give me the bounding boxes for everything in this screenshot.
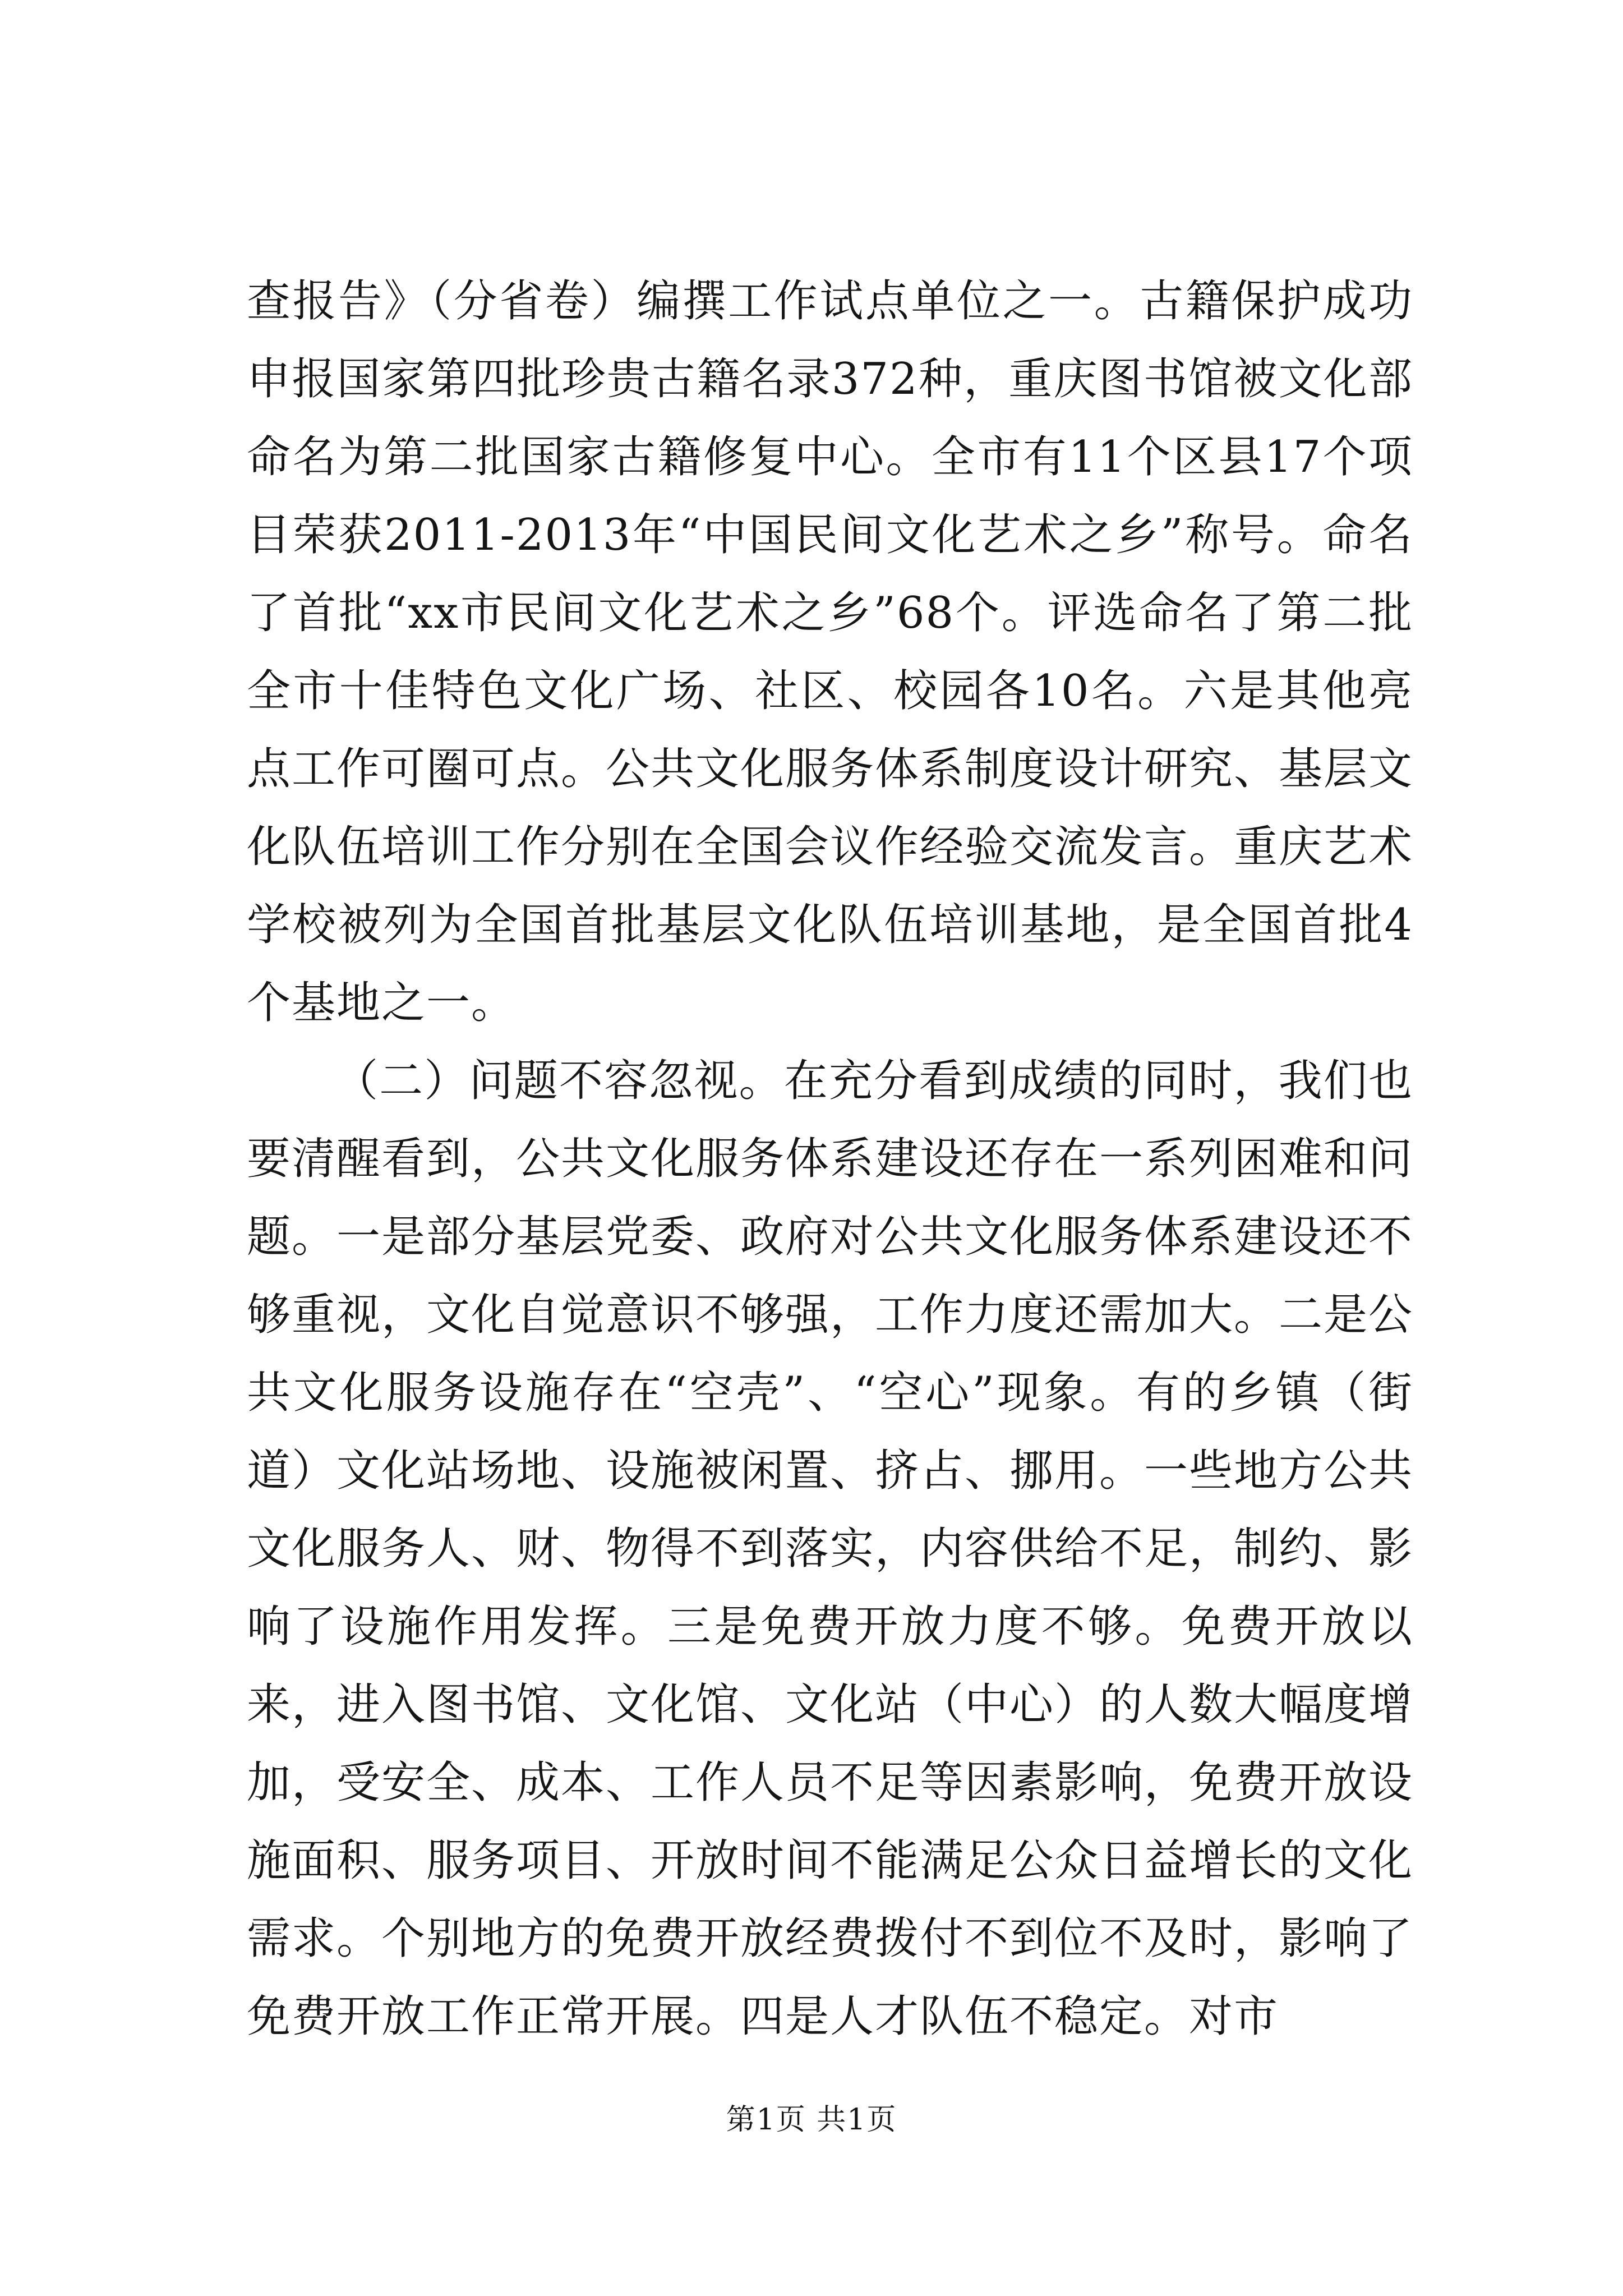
page-number-footer: 第1页 共1页 bbox=[726, 2103, 897, 2137]
paragraph-achievements: 查报告》（分省卷）编撰工作试点单位之一。古籍保护成功申报国家第四批珍贵古籍名录372种，重庆图书馆被文化部命名为第二批国家古籍修复中心。全市有11个区县17个项目荣获2011-2013年“中国民间文化艺术之乡”称号。命名了首批“xx市民间文化艺术之乡”68个。评选命名了第二批全市十佳特色文化广场、社区、校园各10名。六是其他亮点工作可圈可点。公共文化服务体系制度设计研究、基层文化队伍培训工作分别在全国会议作经验交流发言。重庆艺术学校被列为全国首批基层文化队伍培训基地，是全国首批4个基地之一。 bbox=[247, 276, 1414, 1028]
paragraph-problems: （二）问题不容忽视。在充分看到成绩的同时，我们也要清醒看到，公共文化服务体系建设还存在一系列困难和问题。一是部分基层党委、政府对公共文化服务体系建设还不够重视，文化自觉意识不够强，工作力度还需加大。二是公共文化服务设施存在“空壳”、“空心”现象。有的乡镇（街道）文化站场地、设施被闲置、挤占、挪用。一些地方公共文化服务人、财、物得不到落实，内容供给不足，制约、影响了设施作用发挥。三是免费开放力度不够。免费开放以来，进入图书馆、文化馆、文化站（中心）的人数大幅度增加，受安全、成本、工作人员不足等因素影响，免费开放设施面积、服务项目、开放时间不能满足公众日益增长的文化需求。个别地方的免费开放经费拨付不到位不及时，影响了免费开放工作正常开展。四是人才队伍不稳定。对市 bbox=[247, 1056, 1414, 2042]
document-body bbox=[247, 263, 1413, 2056]
